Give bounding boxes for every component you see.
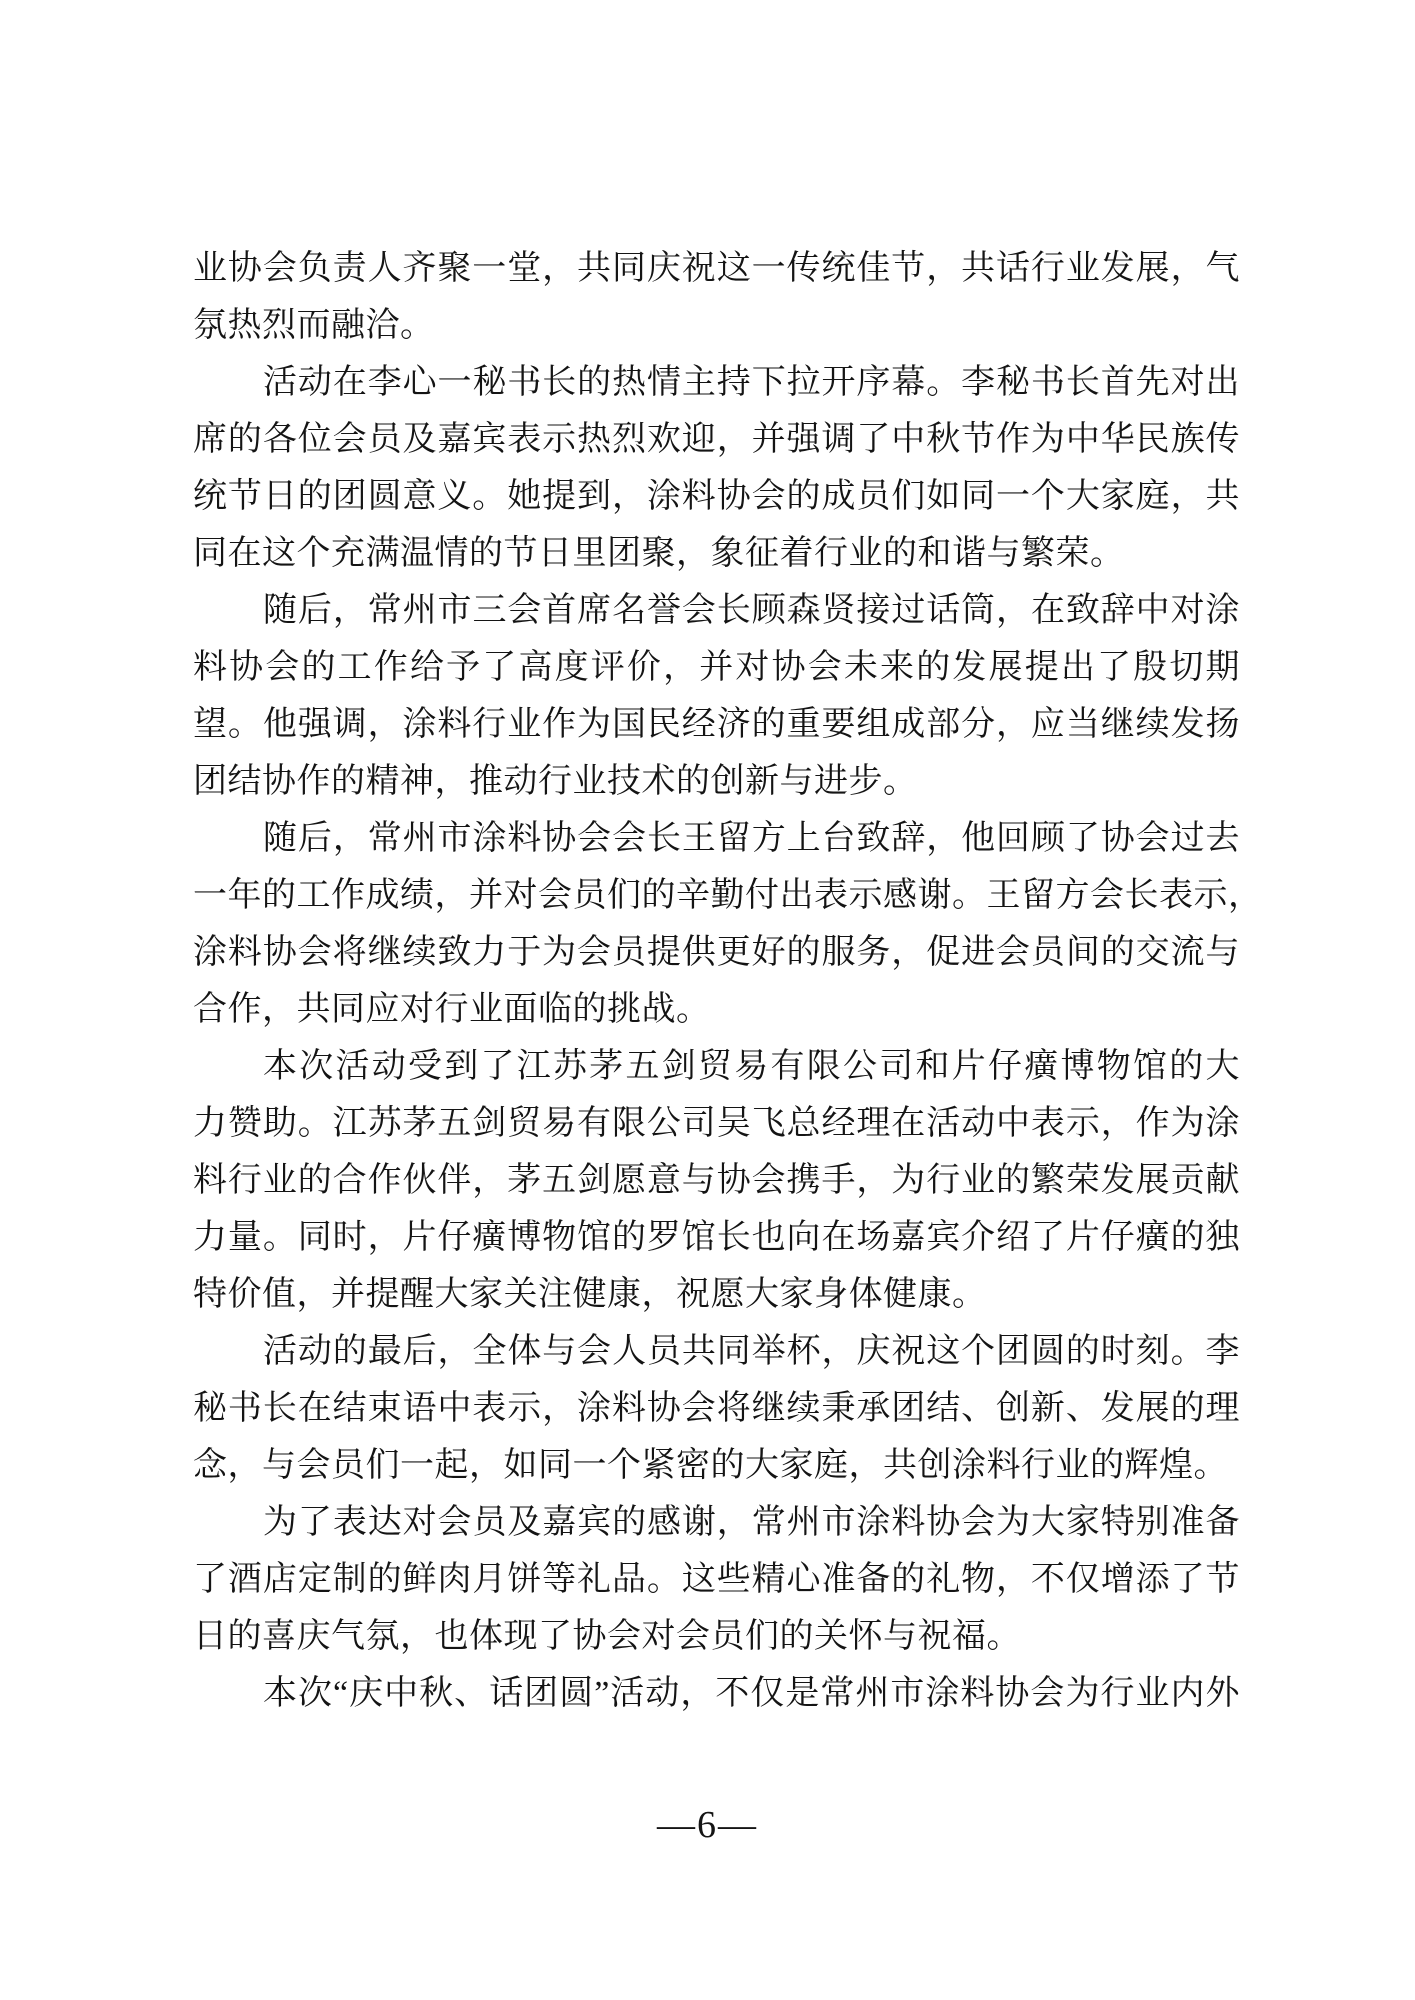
text-line: 特价值，并提醒大家关注健康，祝愿大家身体健康。 bbox=[193, 1276, 987, 1313]
text-line: 了酒店定制的鲜肉月饼等礼品。这些精心准备的礼物，不仅增添了节 bbox=[193, 1561, 1240, 1598]
text-line: 合作，共同应对行业面临的挑战。 bbox=[193, 991, 711, 1028]
text-line: 同在这个充满温情的节日里团聚，象征着行业的和谐与繁荣。 bbox=[193, 535, 1125, 572]
text-line: 念，与会员们一起，如同一个紧密的大家庭，共创涂料行业的辉煌。 bbox=[193, 1447, 1228, 1484]
text-line: 料行业的合作伙伴，茅五剑愿意与协会携手，为行业的繁荣发展贡献 bbox=[193, 1162, 1240, 1199]
text-line: 随后，常州市三会首席名誉会长顾森贤接过话筒，在致辞中对涂 bbox=[263, 592, 1240, 629]
text-line: 涂料协会将继续致力于为会员提供更好的服务，促进会员间的交流与 bbox=[193, 934, 1240, 971]
text-line: 力量。同时，片仔癀博物馆的罗馆长也向在场嘉宾介绍了片仔癀的独 bbox=[193, 1219, 1240, 1256]
text-line: 氛热烈而融洽。 bbox=[193, 307, 435, 344]
text-line: 为了表达对会员及嘉宾的感谢，常州市涂料协会为大家特别准备 bbox=[263, 1504, 1240, 1541]
text-line: 一年的工作成绩，并对会员们的辛勤付出表示感谢。王留方会长表示， bbox=[193, 877, 1263, 914]
text-line: 活动在李心一秘书长的热情主持下拉开序幕。李秘书长首先对出 bbox=[263, 364, 1240, 401]
text-line: 望。他强调，涂料行业作为国民经济的重要组成部分，应当继续发扬 bbox=[193, 706, 1240, 743]
text-line: 秘书长在结束语中表示，涂料协会将继续秉承团结、创新、发展的理 bbox=[193, 1390, 1240, 1427]
document-body bbox=[193, 240, 1263, 1722]
text-line: 团结协作的精神，推动行业技术的创新与进步。 bbox=[193, 763, 918, 800]
text-line: 本次活动受到了江苏茅五剑贸易有限公司和片仔癀博物馆的大 bbox=[263, 1048, 1240, 1085]
text-line: 席的各位会员及嘉宾表示热烈欢迎，并强调了中秋节作为中华民族传 bbox=[193, 421, 1240, 458]
text-line: 统节日的团圆意义。她提到，涂料协会的成员们如同一个大家庭，共 bbox=[193, 478, 1240, 515]
text-line: 随后，常州市涂料协会会长王留方上台致辞，他回顾了协会过去 bbox=[263, 820, 1240, 857]
text-line: 料协会的工作给予了高度评价，并对协会未来的发展提出了殷切期 bbox=[193, 649, 1240, 686]
text-line: 日的喜庆气氛，也体现了协会对会员们的关怀与祝福。 bbox=[193, 1618, 1021, 1655]
text-line: 活动的最后，全体与会人员共同举杯，庆祝这个团圆的时刻。李 bbox=[263, 1333, 1240, 1370]
text-line: 本次“庆中秋、话团圆”活动，不仅是常州市涂料协会为行业内外 bbox=[263, 1675, 1240, 1712]
text-line: 业协会负责人齐聚一堂，共同庆祝这一传统佳节，共话行业发展，气 bbox=[193, 250, 1240, 287]
page-number: —6— bbox=[657, 1804, 758, 1846]
text-line: 力赞助。江苏茅五剑贸易有限公司吴飞总经理在活动中表示，作为涂 bbox=[193, 1105, 1240, 1142]
